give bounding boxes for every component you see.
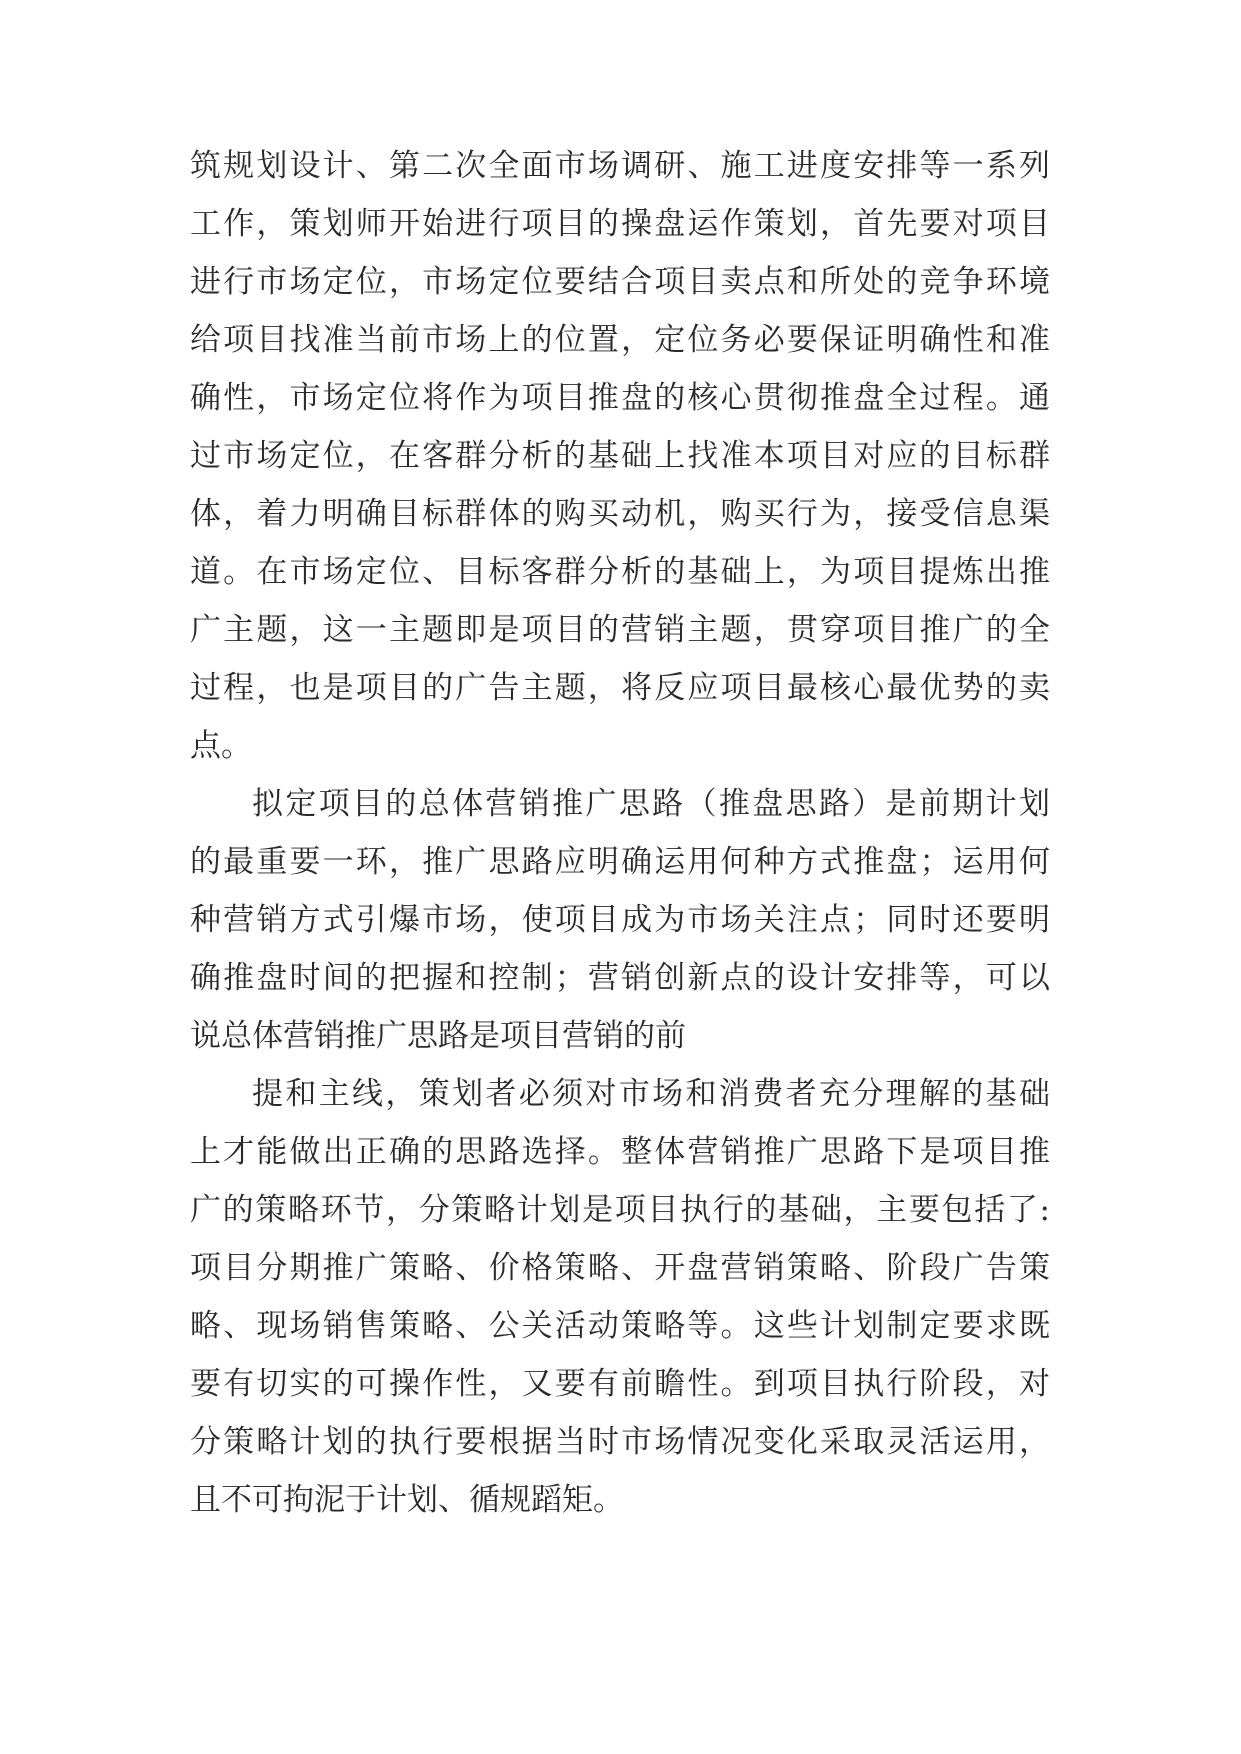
- paragraph-line: 项目分期推广策略、价格策略、开盘营销策略、阶段广告策: [190, 1250, 1050, 1286]
- paragraph-line: 要有切实的可操作性，又要有前瞻性。到项目执行阶段，对: [190, 1366, 1050, 1402]
- paragraph-line: 种营销方式引爆市场，使项目成为市场关注点；同时还要明: [190, 902, 1050, 938]
- paragraph-line: 进行市场定位，市场定位要结合项目卖点和所处的竞争环境: [190, 264, 1050, 300]
- paragraph-line: 工作，策划师开始进行项目的操盘运作策划，首先要对项目: [190, 206, 1050, 242]
- paragraph-line: 确推盘时间的把握和控制；营销创新点的设计安排等，可以: [190, 960, 1050, 996]
- paragraph-line: 分策略计划的执行要根据当时市场情况变化采取灵活运用，: [190, 1424, 1050, 1460]
- paragraph-line: 体，着力明确目标群体的购买动机，购买行为，接受信息渠: [190, 496, 1050, 532]
- paragraph-line: 道。在市场定位、目标客群分析的基础上，为项目提炼出推: [190, 554, 1050, 590]
- paragraph-2: [190, 775, 1050, 1065]
- paragraph-line: 拟定项目的总体营销推广思路（推盘思路）是前期计划: [252, 786, 1050, 822]
- paragraph-line: 且不可拘泥于计划、循规蹈矩。: [190, 1482, 624, 1518]
- paragraph-line: 筑规划设计、第二次全面市场调研、施工进度安排等一系列: [190, 148, 1050, 184]
- paragraph-line: 广的策略环节，分策略计划是项目执行的基础，主要包括了:: [190, 1192, 1050, 1228]
- paragraph-line: 提和主线，策划者必须对市场和消费者充分理解的基础: [252, 1076, 1050, 1112]
- paragraph-line: 的最重要一环，推广思路应明确运用何种方式推盘；运用何: [190, 844, 1050, 880]
- paragraph-line: 略、现场销售策略、公关活动策略等。这些计划制定要求既: [190, 1308, 1050, 1344]
- paragraph-line: 给项目找准当前市场上的位置，定位务必要保证明确性和准: [190, 322, 1050, 358]
- paragraph-line: 点。: [190, 728, 252, 764]
- paragraph-line: 过程，也是项目的广告主题，将反应项目最核心最优势的卖: [190, 670, 1050, 706]
- paragraph-line: 确性，市场定位将作为项目推盘的核心贯彻推盘全过程。通: [190, 380, 1050, 416]
- paragraph-3: [190, 1065, 1050, 1529]
- paragraph-1: [190, 137, 1050, 775]
- paragraph-line: 说总体营销推广思路是项目营销的前: [190, 1018, 686, 1054]
- paragraph-line: 上才能做出正确的思路选择。整体营销推广思路下是项目推: [190, 1134, 1050, 1170]
- paragraph-line: 广主题，这一主题即是项目的营销主题，贯穿项目推广的全: [190, 612, 1050, 648]
- paragraph-line: 过市场定位，在客群分析的基础上找准本项目对应的目标群: [190, 438, 1050, 474]
